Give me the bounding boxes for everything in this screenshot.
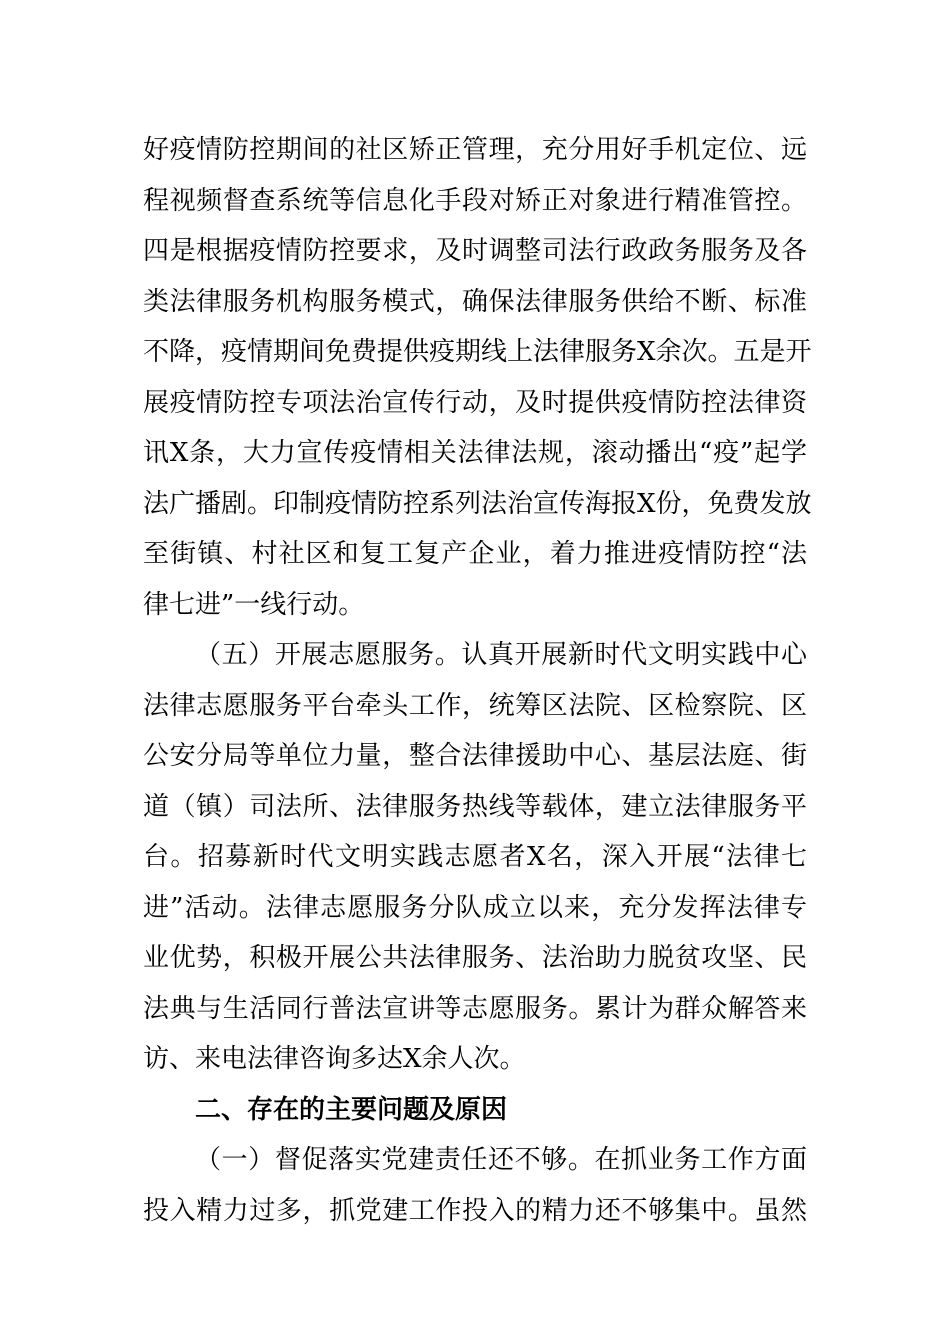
paragraph-line: 台。招募新时代文明实践志愿者X名，深入开展“法律七: [143, 842, 807, 872]
paragraph-line: 不降，疫情期间免费提供疫期线上法律服务X余次。五是开: [143, 337, 812, 367]
paragraph-line: 律七进”一线行动。: [143, 589, 365, 620]
paragraph-line: 至街镇、村社区和复工复产企业，着力推进疫情防控“法: [143, 539, 807, 569]
paragraph-line: 法律志愿服务平台牵头工作，统筹区法院、区检察院、区: [143, 690, 807, 721]
paragraph-line: 投入精力过多，抓党建工作投入的精力还不够集中。虽然: [143, 1195, 807, 1226]
paragraph-line: 公安分局等单位力量，整合法律援助中心、基层法庭、街: [143, 741, 807, 771]
paragraph-line: 程视频督查系统等信息化手段对矫正对象进行精准管控。: [143, 185, 807, 216]
paragraph-line: 好疫情防控期间的社区矫正管理，充分用好手机定位、远: [143, 135, 807, 165]
document-body: [143, 125, 812, 1236]
section-heading: 二、存在的主要问题及原因: [195, 1094, 508, 1125]
paragraph-line: 展疫情防控专项法治宣传行动，及时提供疫情防控法律资: [143, 387, 807, 418]
paragraph-line: 道（镇）司法所、法律服务热线等载体，建立法律服务平: [143, 791, 807, 822]
paragraph-line: （一）督促落实党建责任还不够。在抓业务工作方面: [195, 1145, 807, 1175]
paragraph-line: 讯X条，大力宣传疫情相关法律法规，滚动播出“疫”起学: [143, 438, 807, 468]
paragraph-line: 业优势，积极开展公共法律服务、法治助力脱贫攻坚、民: [143, 943, 807, 973]
paragraph-line: （五）开展志愿服务。认真开展新时代文明实践中心: [195, 640, 807, 670]
paragraph-line: 四是根据疫情防控要求，及时调整司法行政政务服务及各: [143, 236, 807, 266]
paragraph-line: 访、来电法律咨询多达X余人次。: [143, 1044, 526, 1074]
paragraph-line: 法广播剧。印制疫情防控系列法治宣传海报X份，免费发放: [143, 488, 812, 519]
paragraph-line: 进”活动。法律志愿服务分队成立以来，充分发挥法律专: [143, 892, 807, 923]
paragraph-line: 法典与生活同行普法宣讲等志愿服务。累计为群众解答来: [143, 993, 807, 1024]
paragraph-line: 类法律服务机构服务模式，确保法律服务供给不断、标准: [143, 286, 807, 317]
